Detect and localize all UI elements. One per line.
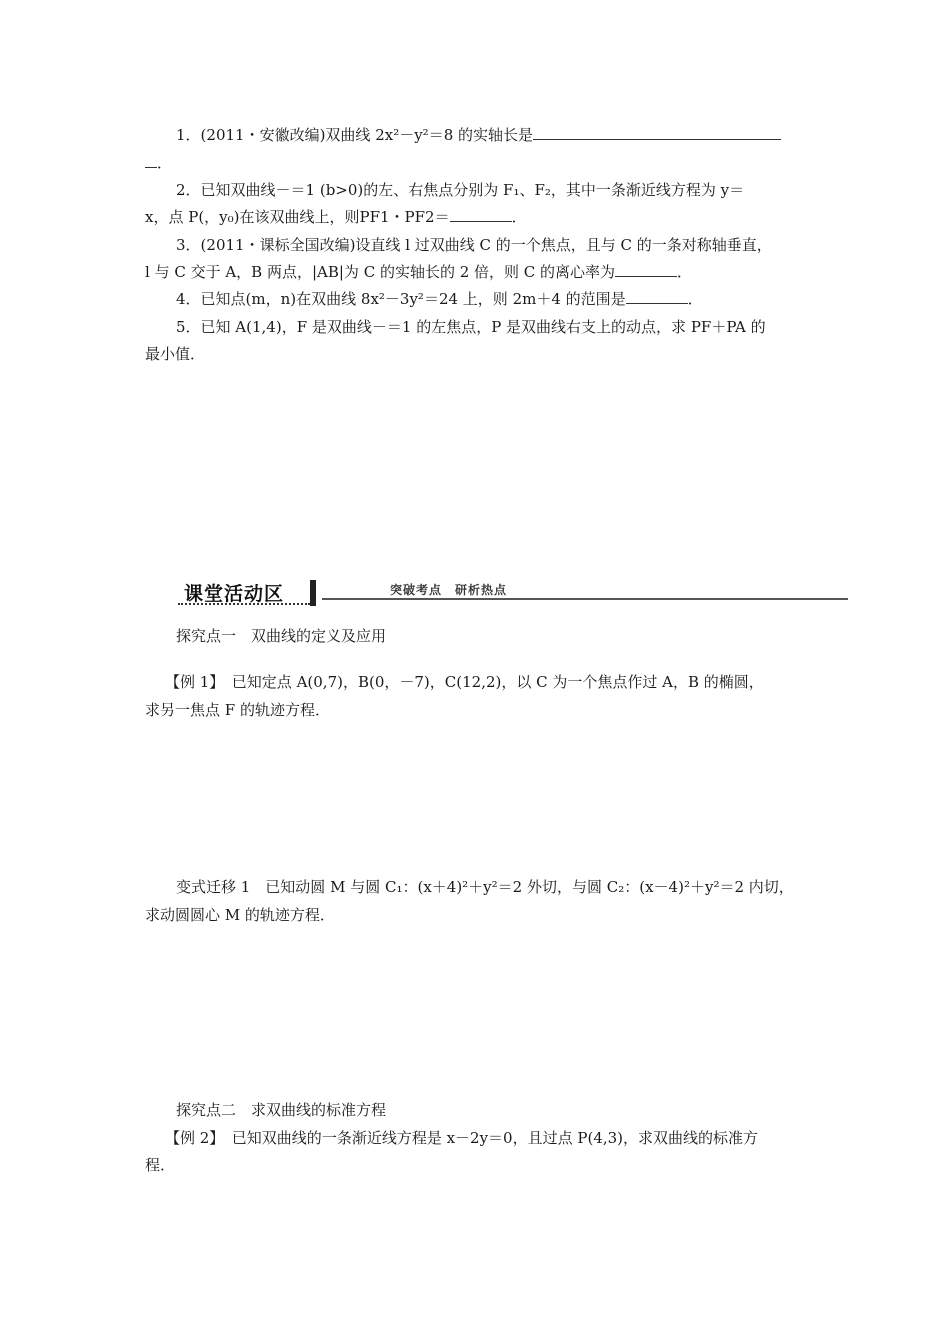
- exercise-4-text: 4．已知点(m，n)在双曲线 8x²－3y²＝24 上，则 2m＋4 的范围是: [176, 290, 626, 308]
- answer-blank[interactable]: [145, 153, 157, 168]
- answer-blank[interactable]: [626, 289, 688, 304]
- example-1-line2: 求另一焦点 F 的轨迹方程．: [145, 701, 330, 719]
- banner-dotted-underline: [178, 603, 310, 605]
- example-1-line1: 【例 1】 已知定点 A(0,7)，B(0，－7)，C(12,2)，以 C 为一个焦点作过 A，B 的椭圆，: [165, 673, 764, 691]
- answer-blank[interactable]: [533, 125, 781, 140]
- banner-rule: [322, 598, 848, 600]
- exercise-1-continuation: [145, 153, 172, 173]
- section-1-heading: 探究点一 双曲线的定义及应用: [176, 627, 387, 645]
- banner-divider: [310, 580, 316, 606]
- exercise-2-tail: ．: [511, 208, 527, 226]
- exercise-1-tail: ．: [157, 154, 173, 172]
- exercise-5-line2: 最小值．: [145, 345, 206, 363]
- exercise-4: [176, 289, 703, 309]
- exercise-3-text: l 与 C 交于 A，B 两点，|AB|为 C 的实轴长的 2 倍，则 C 的离心率为: [145, 263, 616, 281]
- variant-1-line2: 求动圆圆心 M 的轨迹方程．: [145, 906, 335, 924]
- exercise-2-line1: 2．已知双曲线－＝1 (b>0)的左、右焦点分别为 F₁、F₂，其中一条渐近线方程为 y＝: [176, 181, 745, 199]
- exercise-1: [176, 125, 781, 145]
- section-2-heading: 探究点二 求双曲线的标准方程: [176, 1101, 387, 1119]
- exercise-5-line1: 5．已知 A(1,4)，F 是双曲线－＝1 的左焦点，P 是双曲线右支上的动点，求 PF＋PA 的: [176, 318, 766, 336]
- exercise-2-text: x，点 P(，y₀)在该双曲线上，则PF1・PF2＝: [145, 208, 450, 226]
- exercise-4-tail: ．: [687, 290, 703, 308]
- variant-1-line1: 变式迁移 1 已知动圆 M 与圆 C₁：(x＋4)²＋y²＝2 外切，与圆 C₂：(x－4)²＋y²＝2 内切，: [176, 878, 794, 896]
- exercise-3-line2: [145, 262, 692, 282]
- answer-blank[interactable]: [450, 207, 512, 222]
- example-2-line2: 程．: [145, 1156, 176, 1174]
- exercise-1-text: 1．(2011・安徽改编)双曲线 2x²－y²＝8 的实轴长是: [176, 126, 534, 144]
- exercise-3-line1: 3．(2011・课标全国改编)设直线 l 过双曲线 C 的一个焦点，且与 C 的一条对称轴垂直，: [176, 236, 772, 254]
- answer-blank[interactable]: [615, 262, 677, 277]
- exercise-3-tail: ．: [677, 263, 693, 281]
- section-banner: [176, 577, 848, 609]
- exercise-2-line2: [145, 207, 527, 227]
- banner-subtitle: 突破考点 研析热点: [390, 583, 508, 597]
- example-2-line1: 【例 2】 已知双曲线的一条渐近线方程是 x－2y＝0，且过点 P(4,3)，求双曲线的标准方: [165, 1129, 759, 1147]
- banner-title: 课堂活动区: [184, 583, 285, 605]
